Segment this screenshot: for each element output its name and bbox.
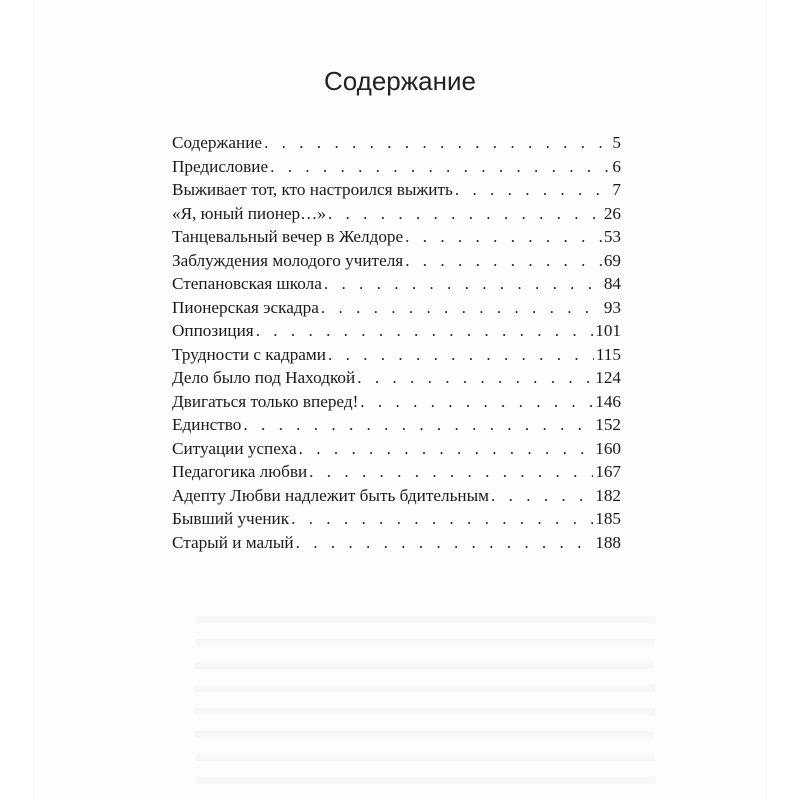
- dot-leader: [256, 319, 594, 343]
- toc-entry: [172, 437, 621, 461]
- dot-leader: [270, 155, 610, 179]
- dot-leader: [405, 249, 602, 273]
- toc-entry-page: 146: [595, 391, 621, 411]
- dot-leader: [321, 296, 602, 320]
- toc-entry-page: 69: [603, 250, 621, 270]
- dot-leader: [405, 225, 602, 249]
- toc-entry-page: 160: [595, 438, 621, 458]
- toc-entry-page: 26: [603, 203, 621, 223]
- toc-entry-title: Старый и малый: [172, 532, 294, 552]
- toc-entry: [172, 390, 621, 414]
- toc-entry-page: 7: [612, 180, 621, 199]
- toc-entry-title: Единство: [172, 415, 242, 434]
- dot-leader: [360, 390, 593, 414]
- toc-entry: [172, 249, 621, 273]
- toc-entry-page: 167: [595, 462, 621, 481]
- toc-entry-title: Танцевальный вечер в Желдоре: [172, 227, 404, 246]
- toc-entry-title: Степановская школа: [172, 274, 322, 293]
- dot-leader: [491, 484, 593, 508]
- dot-leader: [455, 178, 611, 202]
- toc-entry-title: «Я, юный пионер…»: [172, 203, 326, 223]
- toc-entry: [172, 155, 621, 179]
- toc-entry: [172, 178, 621, 202]
- dot-leader: [357, 366, 593, 390]
- dot-leader: [264, 131, 610, 155]
- toc-entry-title: Пионерская эскадра: [172, 297, 319, 317]
- toc-entry-page: 53: [603, 227, 621, 246]
- dot-leader: [328, 202, 602, 226]
- toc-entry-page: 182: [595, 485, 621, 505]
- toc-entry-title: Ситуации успеха: [172, 438, 297, 458]
- toc-entry-page: 124: [595, 368, 621, 387]
- toc-entry: [172, 366, 621, 390]
- toc-entry-page: 115: [595, 344, 621, 364]
- toc-entry-page: 152: [595, 415, 621, 434]
- toc-entry: [172, 225, 621, 249]
- toc-entry: [172, 460, 621, 484]
- toc-entry: [172, 343, 621, 367]
- toc-entry: [172, 296, 621, 320]
- dot-leader: [309, 460, 593, 484]
- toc-entry-page: 5: [612, 133, 621, 152]
- toc-entry: [172, 202, 621, 226]
- toc-entry: [172, 272, 621, 296]
- toc-entry: [172, 484, 621, 508]
- table-of-contents: [172, 131, 621, 554]
- toc-entry-title: Оппозиция: [172, 321, 254, 340]
- toc-entry-title: Заблуждения молодого учителя: [172, 250, 404, 270]
- toc-entry-title: Предисловие: [172, 156, 269, 176]
- dot-leader: [291, 507, 593, 531]
- toc-entry: [172, 319, 621, 343]
- toc-entry: [172, 131, 621, 155]
- toc-entry-title: Бывший ученик: [172, 509, 290, 528]
- toc-entry-page: 185: [595, 509, 621, 528]
- dot-leader: [299, 437, 594, 461]
- toc-entry-title: Трудности с кадрами: [172, 344, 327, 364]
- toc-entry: [172, 507, 621, 531]
- toc-entry: [172, 413, 621, 437]
- toc-entry-title: Педагогика любви: [172, 462, 308, 481]
- dot-leader: [324, 272, 602, 296]
- toc-entry-page: 188: [595, 532, 621, 552]
- toc-entry-title: Дело было под Находкой: [172, 368, 356, 387]
- toc-entry-page: 101: [595, 321, 621, 340]
- toc-entry-title: Адепту Любви надлежит быть бдительным: [172, 485, 490, 505]
- toc-entry-title: Выживает тот, кто настроился выжить: [172, 180, 453, 199]
- toc-entry-title: Двигаться только вперед!: [172, 391, 359, 411]
- reverse-side-show-through: [195, 600, 655, 790]
- toc-entry-page: 6: [612, 156, 621, 176]
- toc-entry: [172, 531, 621, 555]
- toc-entry-title: Содержание: [172, 133, 263, 152]
- toc-entry-page: 84: [603, 274, 621, 293]
- page-title: Содержание: [324, 66, 476, 96]
- dot-leader: [328, 343, 594, 367]
- toc-entry-page: 93: [603, 297, 621, 317]
- dot-leader: [243, 413, 593, 437]
- dot-leader: [296, 531, 594, 555]
